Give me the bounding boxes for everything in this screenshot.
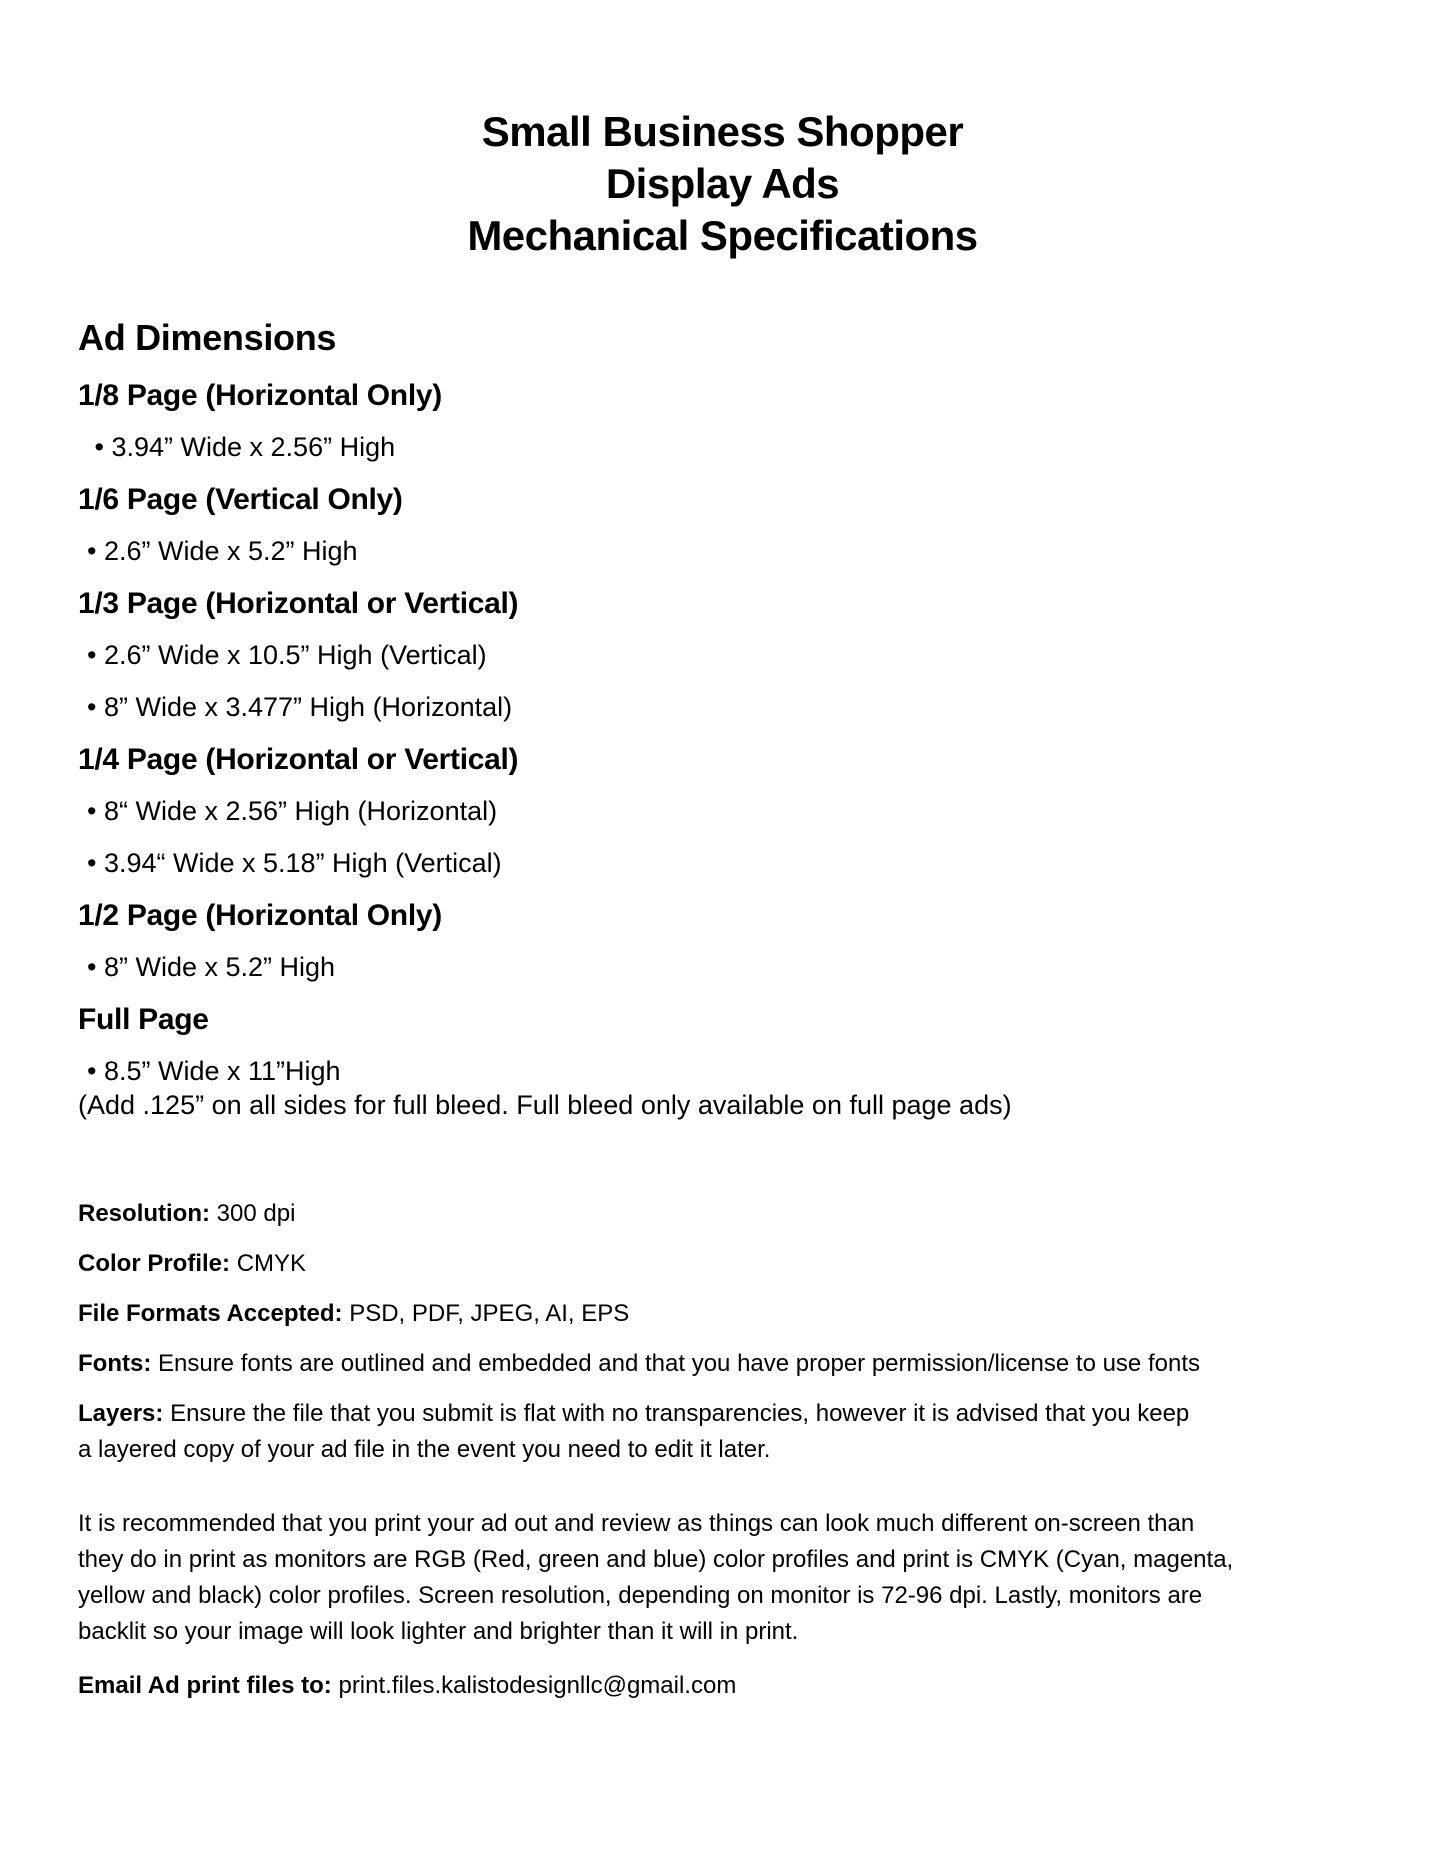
spec-label: File Formats Accepted: bbox=[78, 1300, 343, 1327]
ad-size-heading: 1/6 Page (Vertical Only) bbox=[78, 483, 403, 516]
ad-size-heading: 1/3 Page (Horizontal or Vertical) bbox=[78, 587, 519, 620]
ad-size-heading: 1/2 Page (Horizontal Only) bbox=[78, 899, 442, 932]
spec-color-profile bbox=[78, 1246, 1367, 1282]
full-bleed-note: (Add .125” on all sides for full bleed. Full bleed only available on full page ads) bbox=[78, 1090, 1012, 1120]
email-instruction bbox=[78, 1668, 1367, 1704]
spec-resolution bbox=[78, 1196, 1367, 1232]
title-line-1: Small Business Shopper bbox=[481, 108, 964, 155]
title-line-3: Mechanical Specifications bbox=[467, 212, 978, 259]
ad-size-item: • 8” Wide x 5.2” High bbox=[87, 952, 336, 982]
ad-size-item: • 3.94“ Wide x 5.18” High (Vertical) bbox=[87, 848, 502, 878]
paragraph-line: It is recommended that you print your ad out and review as things can look much different on-screen than bbox=[78, 1510, 1195, 1537]
ad-size-item: • 8” Wide x 3.477” High (Horizontal) bbox=[87, 692, 513, 722]
ad-size-item: • 2.6” Wide x 10.5” High (Vertical) bbox=[87, 640, 487, 670]
spec-label: Resolution: bbox=[78, 1200, 210, 1227]
spec-value: PSD, PDF, JPEG, AI, EPS bbox=[349, 1300, 630, 1327]
ad-size-item: • 3.94” Wide x 2.56” High bbox=[87, 432, 396, 462]
ad-size-group-third-page bbox=[78, 586, 1367, 724]
ad-size-group-quarter-page bbox=[78, 742, 1367, 880]
spec-value: Ensure fonts are outlined and embedded and that you have proper permission/license to use fonts bbox=[157, 1350, 1200, 1377]
ad-size-group-sixth-page bbox=[78, 482, 1367, 568]
paragraph-line: yellow and black) color profiles. Screen resolution, depending on monitor is 72-96 dpi. Lastly, monitors are bbox=[78, 1582, 1203, 1609]
document-title bbox=[78, 106, 1367, 262]
spec-layers-line-1 bbox=[78, 1396, 1367, 1432]
ad-size-item: • 8.5” Wide x 11”High bbox=[87, 1056, 341, 1086]
ad-size-group-half-page bbox=[78, 898, 1367, 984]
spec-layers-line-2: a layered copy of your ad file in the event you need to edit it later. bbox=[78, 1436, 771, 1463]
ad-size-group-eighth-page bbox=[78, 378, 1367, 464]
spec-fonts bbox=[78, 1346, 1367, 1382]
spec-value: 300 dpi bbox=[216, 1200, 296, 1227]
spec-label: Fonts: bbox=[78, 1350, 152, 1377]
print-recommendation-paragraph bbox=[78, 1506, 1367, 1650]
ad-size-heading: 1/4 Page (Horizontal or Vertical) bbox=[78, 743, 519, 776]
spec-label: Layers: bbox=[78, 1400, 164, 1427]
spec-layers bbox=[78, 1396, 1367, 1468]
ad-size-group-full-page bbox=[78, 1002, 1367, 1122]
spec-value: Ensure the file that you submit is flat with no transparencies, however it is advised that you keep bbox=[170, 1400, 1190, 1427]
ad-size-item: • 8“ Wide x 2.56” High (Horizontal) bbox=[87, 796, 498, 826]
email-address: print.files.kalistodesignllc@gmail.com bbox=[338, 1672, 737, 1699]
spec-label: Color Profile: bbox=[78, 1250, 231, 1277]
title-line-2: Display Ads bbox=[605, 160, 840, 207]
ad-dimensions-heading: Ad Dimensions bbox=[78, 317, 337, 358]
ad-size-heading: Full Page bbox=[78, 1003, 209, 1036]
spec-value: CMYK bbox=[236, 1250, 307, 1277]
email-label: Email Ad print files to: bbox=[78, 1672, 332, 1699]
ad-size-heading: 1/8 Page (Horizontal Only) bbox=[78, 379, 442, 412]
paragraph-line: backlit so your image will look lighter and brighter than it will in print. bbox=[78, 1618, 799, 1645]
spec-file-formats bbox=[78, 1296, 1367, 1332]
file-specs-section bbox=[78, 1196, 1367, 1468]
ad-size-item: • 2.6” Wide x 5.2” High bbox=[87, 536, 358, 566]
paragraph-line: they do in print as monitors are RGB (Red, green and blue) color profiles and print is CMYK (Cyan, magenta, bbox=[78, 1546, 1234, 1573]
